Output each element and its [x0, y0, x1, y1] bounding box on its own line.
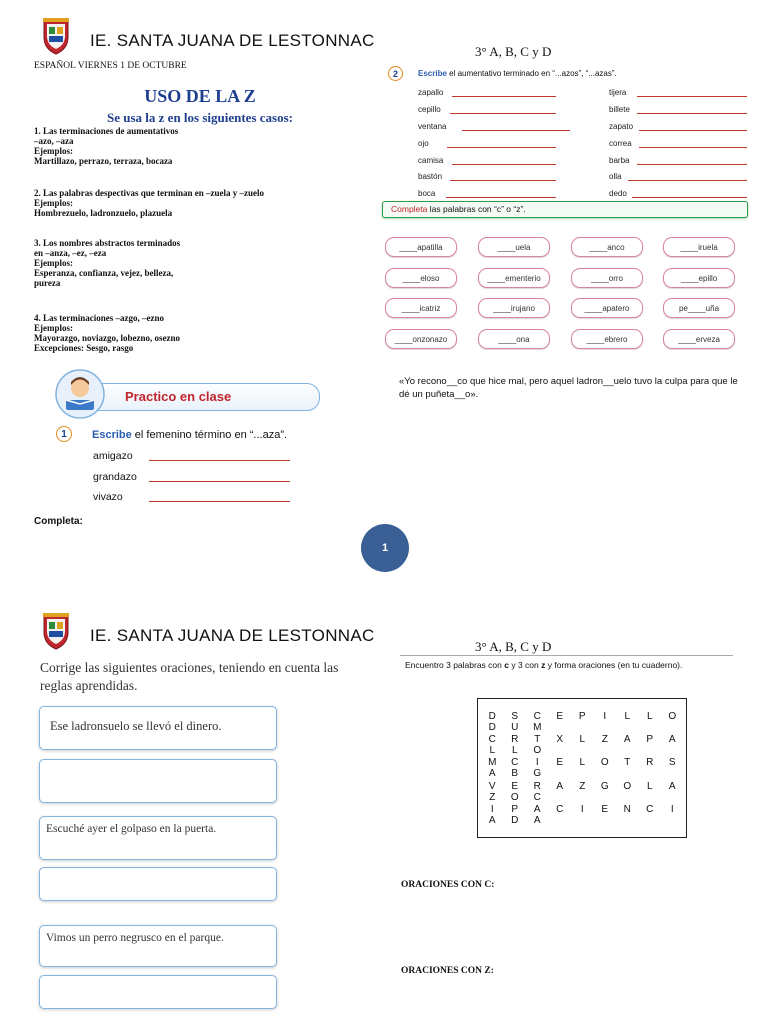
grid-letter[interactable]: C [646, 803, 654, 815]
wordsearch-text: y forma oraciones (en tu cuaderno). [545, 660, 683, 670]
grid-letter[interactable]: A [623, 734, 631, 746]
grid-letter[interactable]: O [623, 780, 632, 792]
grid-letter[interactable]: I [603, 711, 607, 722]
grid-letter[interactable]: G [600, 780, 609, 792]
grid-row [481, 757, 686, 780]
grid-letter[interactable]: A [533, 814, 541, 826]
grid-letter[interactable]: I [670, 803, 674, 815]
ex1-answer-line[interactable] [149, 501, 290, 502]
pill-word[interactable]: ____erveza [663, 329, 735, 349]
sentence-text: Vimos un perro negrusco en el parque. [46, 932, 224, 944]
rule-4 [34, 313, 180, 353]
grid-letter[interactable]: A [668, 780, 676, 792]
header-divider [400, 655, 733, 656]
grid-letter[interactable]: G [533, 768, 542, 780]
grid-letter[interactable]: E [511, 780, 519, 792]
grid-letter[interactable]: L [624, 711, 631, 722]
grid-letter[interactable]: L [489, 745, 496, 757]
grid-letter[interactable]: U [511, 722, 519, 733]
rule-examples-label: Ejemplos: [34, 146, 73, 156]
grid-letter[interactable]: Z [489, 791, 496, 803]
school-name: IE. SANTA JUANA DE LESTONNAC [90, 626, 375, 645]
rule-examples-label: Ejemplos: [34, 323, 73, 333]
rule-examples: pureza [34, 278, 61, 288]
pill-word[interactable]: ____icatriz [385, 298, 457, 318]
exercise-2-instruction [418, 69, 617, 78]
completa-banner-text [391, 204, 526, 214]
grid-letter[interactable]: A [668, 734, 676, 746]
ex2-word: tijera [609, 88, 627, 97]
ex2-answer-line[interactable] [632, 197, 747, 198]
completa-banner-rest: las palabras con “c” o “z”. [427, 204, 526, 214]
grade-label: 3° A, B, C y D [475, 639, 552, 654]
ex1-word: amigazo [93, 450, 133, 462]
exercise-2-verb: Escribe [418, 69, 447, 78]
sentence-box [39, 816, 277, 860]
ex2-answer-line[interactable] [637, 96, 747, 97]
grid-letter[interactable]: E [556, 757, 564, 769]
oraciones-c-heading: ORACIONES CON C: [401, 880, 495, 890]
ex2-word: barba [609, 156, 630, 165]
pill-word[interactable]: pe____uña [663, 298, 735, 318]
grid-letter[interactable]: D [488, 711, 496, 722]
grid-letter[interactable]: C [556, 803, 564, 815]
grid-row [481, 734, 686, 757]
pill-word[interactable]: ____eloso [385, 268, 457, 288]
grid-letter[interactable]: A [488, 768, 496, 780]
grid-letter[interactable]: S [668, 757, 676, 769]
completa-label: Completa: [34, 516, 83, 527]
grid-letter[interactable]: L [579, 734, 586, 746]
grid-letter[interactable]: P [646, 734, 654, 746]
pill-word[interactable]: ____anco [571, 237, 643, 257]
wordsearch-text: y 3 con [508, 660, 542, 670]
rule-heading: 3. Los nombres abstractos terminados [34, 238, 181, 248]
ex2-answer-line[interactable] [462, 130, 570, 131]
ex2-word: zapallo [418, 88, 444, 97]
grid-letter[interactable]: A [533, 803, 541, 815]
pill-word[interactable]: ____ebrero [571, 329, 643, 349]
grid-letter[interactable]: L [579, 757, 586, 769]
grid-letter[interactable]: O [600, 757, 609, 769]
grid-letter[interactable]: R [533, 780, 541, 792]
grid-letter[interactable]: E [556, 711, 564, 722]
ex2-answer-line[interactable] [639, 130, 747, 131]
grid-letter[interactable]: O [668, 711, 677, 722]
ex2-word: camisa [418, 156, 444, 165]
answer-box[interactable] [39, 975, 277, 1009]
ex2-word: olla [609, 172, 622, 181]
grid-letter[interactable]: N [623, 803, 631, 815]
ex2-word: ventana [418, 122, 447, 131]
grid-letter[interactable]: C [533, 791, 541, 803]
pill-word[interactable]: ____ementerio [478, 268, 550, 288]
ex2-word: bastón [418, 172, 443, 181]
pill-word[interactable]: ____irujano [478, 298, 550, 318]
rule-examples-label: Ejemplos: [34, 258, 73, 268]
rule-1 [34, 126, 178, 166]
practice-banner-label: Practico en clase [125, 389, 232, 404]
exercise-2-text: el aumentativo terminado en “...azos”, “...azas”. [446, 69, 617, 78]
pill-word[interactable]: ____ona [478, 329, 550, 349]
exercise-1-verb: Escribe [92, 429, 132, 441]
grid-letter[interactable]: A [556, 780, 564, 792]
grid-letter[interactable]: L [511, 745, 518, 757]
student-reading-icon [52, 368, 108, 420]
rule-examples: Hombrezuelo, ladronzuelo, plazuela [34, 208, 173, 218]
ex2-word: dedo [609, 189, 627, 198]
school-crest-icon [41, 17, 71, 55]
correction-instruction: Corrige las siguientes oraciones, teniendo en cuenta las reglas aprendidas. [40, 660, 339, 693]
grid-letter[interactable]: I [535, 757, 539, 769]
rule-examples: Mayorazgo, noviazgo, lobezno, osezno [34, 333, 180, 343]
exercise-1-instruction [92, 429, 287, 441]
answer-box[interactable] [39, 759, 277, 803]
grid-letter[interactable]: B [511, 768, 519, 780]
ex2-word: cepillo [418, 105, 441, 114]
rule-3 [34, 238, 180, 288]
pill-word[interactable]: ____apatilla [385, 237, 457, 257]
sentence-box [39, 706, 277, 750]
grid-letter[interactable]: D [488, 722, 496, 733]
pill-word[interactable]: ____epillo [663, 268, 735, 288]
rule-exceptions: Excepciones: Sesgo, rasgo [34, 343, 134, 353]
grid-letter[interactable]: O [533, 745, 542, 757]
school-crest-icon [41, 612, 71, 650]
page-title: USO DE LA Z [144, 86, 256, 106]
completa-banner [382, 201, 748, 218]
exercise-1-text: el femenino término en “...aza”. [131, 429, 288, 441]
grid-letter[interactable]: P [578, 711, 586, 722]
pill-word[interactable]: ____apatero [571, 298, 643, 318]
oraciones-z-heading: ORACIONES CON Z: [401, 966, 494, 976]
ex1-word: grandazo [93, 471, 137, 483]
rule-examples: Martillazo, perrazo, terraza, bocaza [34, 156, 173, 166]
rule-heading: 4. Las terminaciones –azgo, –ezno [34, 313, 164, 323]
answer-box[interactable] [39, 867, 277, 901]
sentence-text: Escuché ayer el golpaso en la puerta. [46, 823, 217, 835]
pill-word[interactable]: ____uela [478, 237, 550, 257]
word-search-grid [477, 698, 687, 838]
grid-letter[interactable]: C [511, 757, 519, 769]
page-subtitle: Se usa la z en los siguientes casos: [107, 110, 293, 125]
grid-letter[interactable]: L [646, 780, 653, 792]
ex2-word: ojo [418, 139, 429, 148]
ex2-answer-line[interactable] [639, 147, 747, 148]
ex2-answer-line[interactable] [452, 96, 556, 97]
ex2-answer-line[interactable] [446, 197, 556, 198]
grid-letter[interactable]: M [488, 757, 497, 769]
grid-letter[interactable]: X [556, 734, 564, 746]
grade-label: 3° A, B, C y D [475, 44, 552, 59]
grid-row [481, 781, 686, 804]
rule-detail: en –anza, –ez, –eza [34, 248, 107, 258]
wordsearch-letter-z: z [541, 660, 546, 670]
quote-exercise: «Yo recono__co que hice mal, pero aquel ladron__uelo tuvo la culpa para que le dé un puñeta__o». [399, 376, 738, 400]
rule-heading: 2. Las palabras despectivas que terminan en –zuela y –zuelo [34, 188, 265, 198]
subject-line: ESPAÑOL VIERNES 1 DE OCTUBRE [34, 61, 187, 71]
grid-letter[interactable]: M [533, 722, 542, 733]
ex2-word: boca [418, 189, 436, 198]
rule-heading: 1. Las terminaciones de aumentativos [34, 126, 179, 136]
grid-letter[interactable]: P [511, 803, 519, 815]
rule-detail: –azo, –aza [34, 136, 74, 146]
wordsearch-text: Encuentro 3 palabras con [405, 660, 505, 670]
ex2-answer-line[interactable] [637, 164, 747, 165]
ex2-answer-line[interactable] [447, 147, 556, 148]
wordsearch-instruction [405, 660, 682, 670]
grid-letter[interactable]: E [601, 803, 609, 815]
grid-letter[interactable]: V [488, 780, 496, 792]
sentence-text: Ese ladronsuelo se llevó el dinero. [50, 719, 222, 733]
ex1-word: vivazo [93, 491, 123, 503]
grid-letter[interactable]: T [624, 757, 631, 769]
completa-banner-verb: Completa [391, 204, 428, 214]
pill-word[interactable]: ____orro [571, 268, 643, 288]
grid-rows [481, 711, 686, 827]
grid-letter[interactable]: T [534, 734, 541, 746]
sentence-box [39, 925, 277, 967]
grid-letter[interactable]: I [490, 803, 494, 815]
grid-letter[interactable]: O [510, 791, 519, 803]
rule-examples-label: Ejemplos: [34, 198, 73, 208]
ex2-word: correa [609, 139, 632, 148]
ex2-answer-line[interactable] [450, 180, 556, 181]
grid-letter[interactable]: L [646, 711, 653, 722]
grid-letter[interactable]: D [511, 814, 519, 826]
ex1-answer-line[interactable] [149, 460, 290, 461]
ex2-answer-line[interactable] [637, 113, 747, 114]
ex2-answer-line[interactable] [450, 113, 556, 114]
grid-letter[interactable]: C [533, 711, 541, 722]
grid-letter[interactable]: A [488, 814, 496, 826]
rule-2 [34, 188, 264, 218]
exercise-2-number: 2 [388, 66, 403, 81]
grid-letter[interactable]: C [488, 734, 496, 746]
page-number-badge: 1 [361, 524, 409, 572]
grid-row [481, 711, 686, 734]
grid-letter[interactable]: Z [579, 780, 586, 792]
grid-letter[interactable]: R [511, 734, 519, 746]
wordsearch-letter-c: c [504, 660, 509, 670]
exercise-1-number: 1 [56, 426, 72, 442]
school-name: IE. SANTA JUANA DE LESTONNAC [90, 31, 375, 50]
ex2-answer-line[interactable] [628, 180, 747, 181]
grid-letter[interactable]: R [646, 757, 654, 769]
ex1-answer-line[interactable] [149, 481, 290, 482]
grid-row [481, 804, 686, 827]
grid-letter[interactable]: I [580, 803, 584, 815]
pill-word[interactable]: ____onzonazo [385, 329, 457, 349]
grid-letter[interactable]: Z [601, 734, 608, 746]
ex2-word: zapato [609, 122, 634, 131]
ex2-word: billete [609, 105, 630, 114]
pill-word[interactable]: ____iruela [663, 237, 735, 257]
ex2-answer-line[interactable] [452, 164, 556, 165]
rule-examples: Esperanza, confianza, vejez, belleza, [34, 268, 174, 278]
grid-letter[interactable]: S [511, 711, 519, 722]
